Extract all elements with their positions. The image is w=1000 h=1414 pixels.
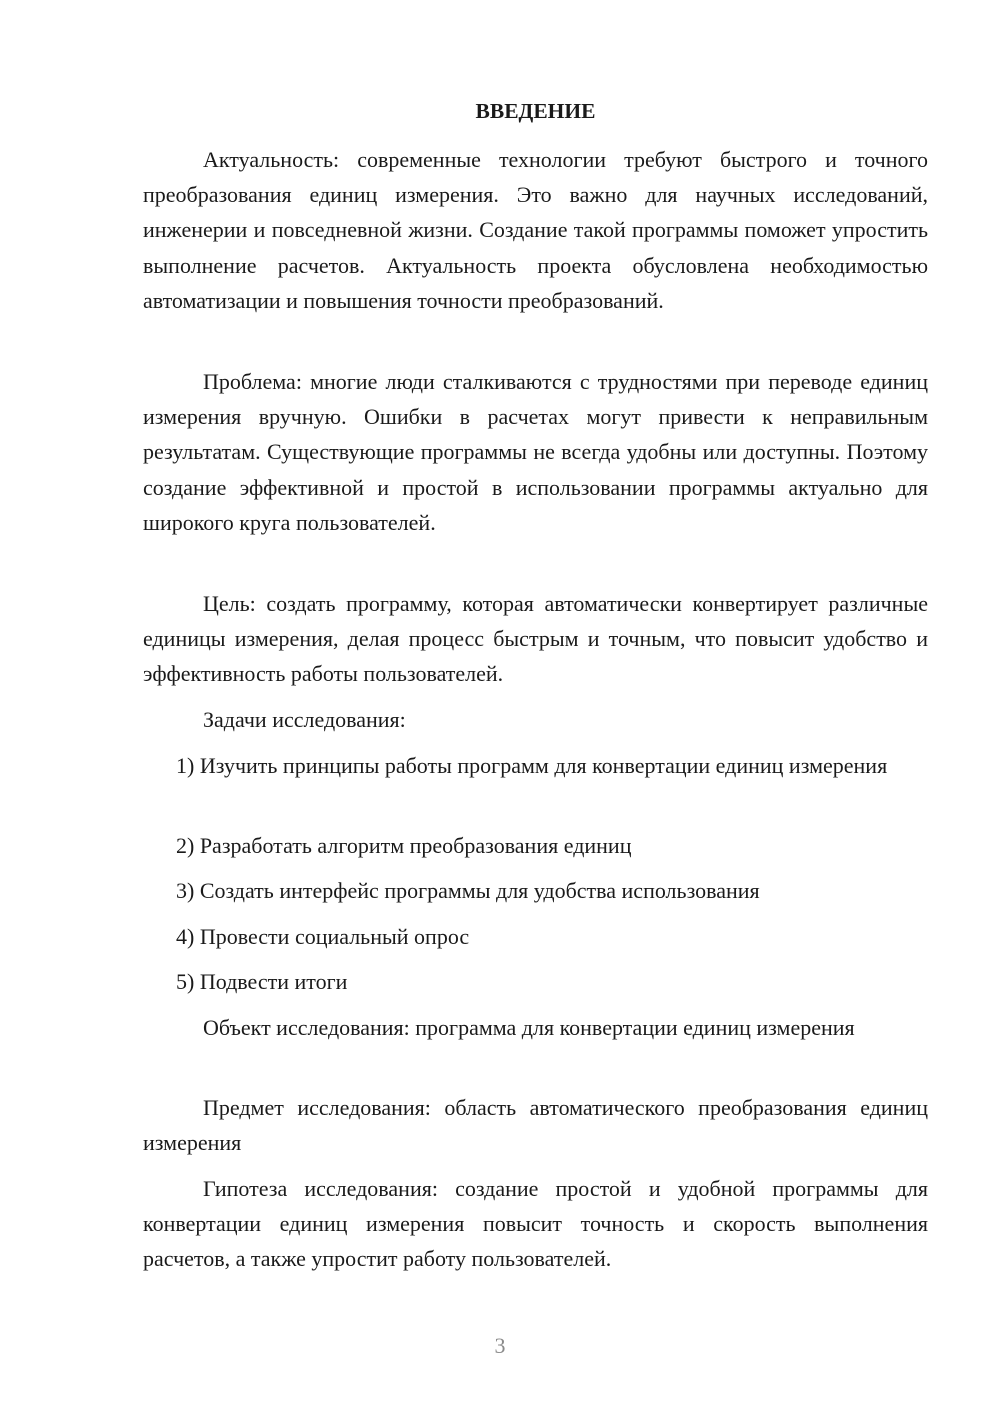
- tasks-heading: Задачи исследования:: [203, 707, 406, 732]
- task-item-4: 4) Провести социальный опрос: [176, 924, 470, 949]
- task-item-3: 3) Создать интерфейс программы для удобства использования: [176, 878, 760, 903]
- task-item-5: 5) Подвести итоги: [176, 969, 348, 994]
- object-paragraph: Объект исследования: программа для конвертации единиц измерения: [203, 1015, 855, 1040]
- relevance-paragraph: Актуальность: современные технологии требуют быстрого и точного преобразования единиц измерения. Это важно для научных исследований, инженерии и повседневной жизни. Создание такой программы поможет упростить выполнение расчетов. Актуальность проекта обусловлена необходимостью автоматизации и повышения точности преобразований.: [143, 147, 928, 313]
- page-number: 3: [494, 1333, 506, 1358]
- problem-paragraph: Проблема: многие люди сталкиваются с трудностями при переводе единиц измерения вручную. Ошибки в расчетах могут привести к неправильным результатам. Существующие программы не всегда удобны или доступны. Поэтому создание эффективной и простой в использовании программы актуально для широкого круга пользователей.: [143, 369, 928, 535]
- task-item-2: 2) Разработать алгоритм преобразования единиц: [176, 833, 632, 858]
- subject-paragraph: Предмет исследования: область автоматического преобразования единиц измерения: [143, 1095, 928, 1156]
- page-title: ВВЕДЕНИЕ: [475, 99, 596, 123]
- hypothesis-paragraph: Гипотеза исследования: создание простой и удобной программы для конвертации единиц измерения повысит точность и скорость выполнения расчетов, а также упростит работу пользователей.: [143, 1176, 928, 1272]
- task-item-1: 1) Изучить принципы работы программ для конвертации единиц измерения: [176, 753, 888, 778]
- goal-paragraph: Цель: создать программу, которая автоматически конвертирует различные единицы измерения, делая процесс быстрым и точным, что повысит удобство и эффективность работы пользователей.: [143, 591, 928, 687]
